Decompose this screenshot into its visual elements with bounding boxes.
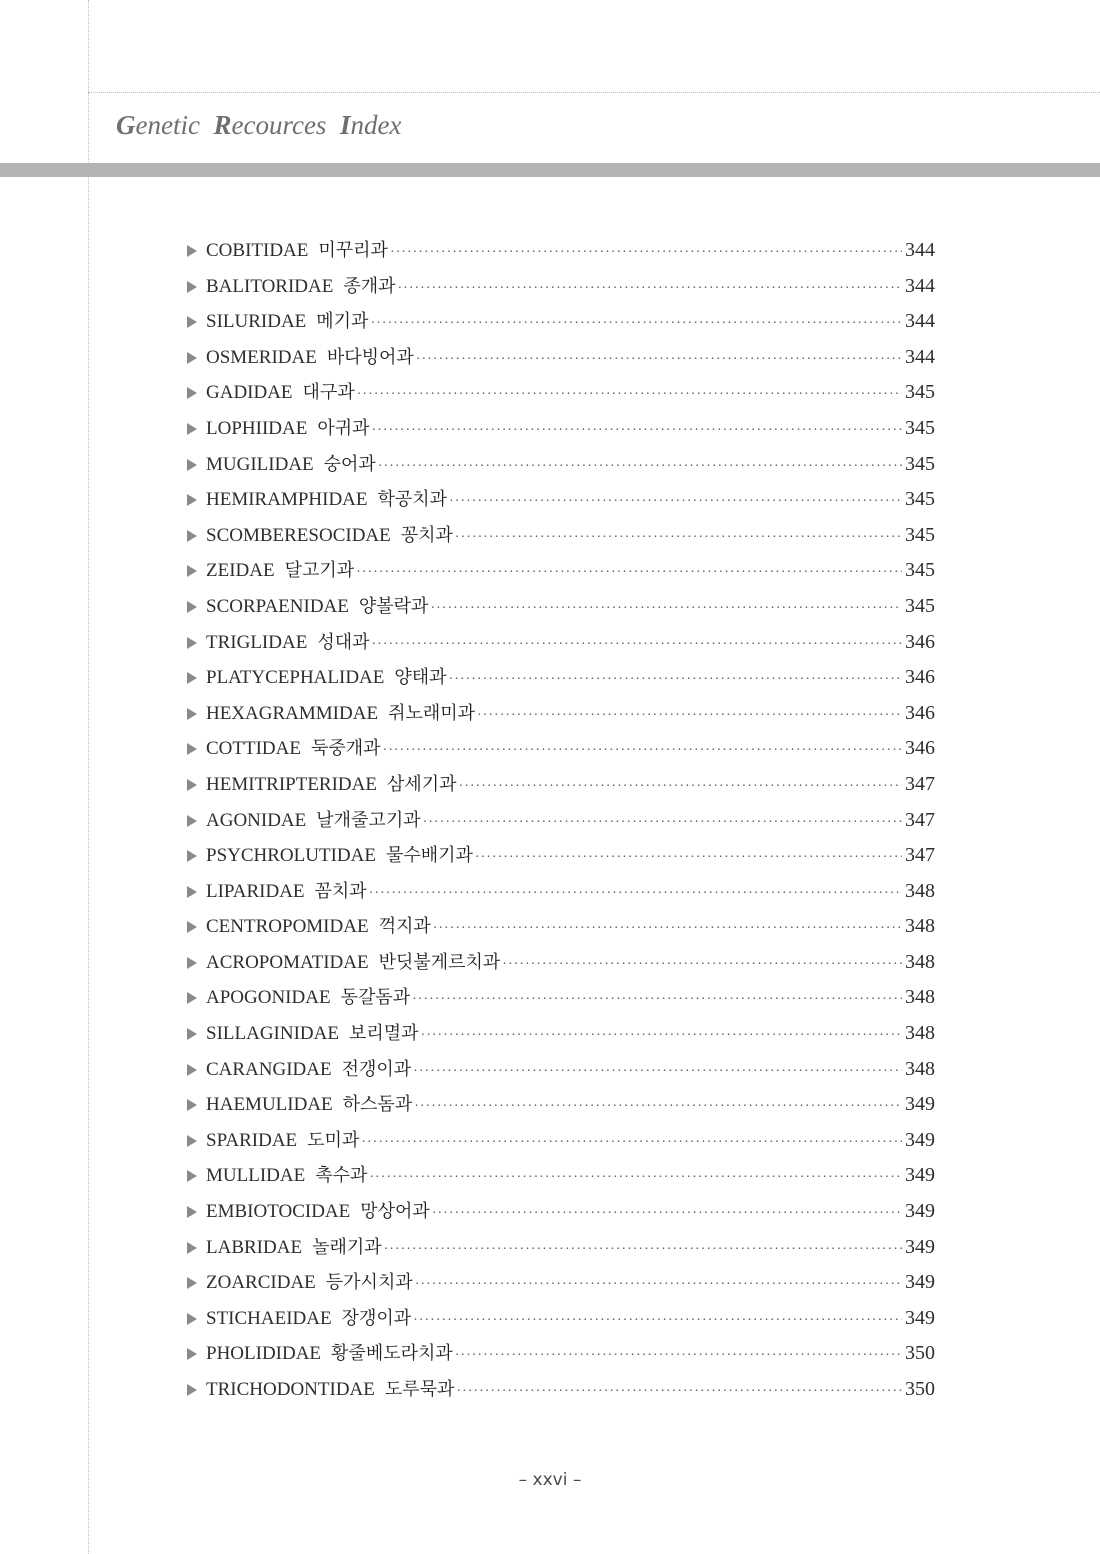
- triangle-right-icon: [187, 601, 197, 613]
- family-korean-name: 물수배기과: [385, 845, 473, 867]
- family-latin-name: EMBIOTOCIDAE: [206, 1201, 351, 1223]
- page-reference: 345: [905, 381, 935, 404]
- leader-dots: [430, 591, 902, 627]
- family-latin-name: HEMITRIPTERIDAE: [206, 773, 377, 795]
- page-reference: 349: [905, 1093, 935, 1116]
- family-korean-name: 숭어과: [323, 453, 376, 475]
- triangle-right-icon: [187, 1099, 197, 1111]
- family-latin-name: TRIGLIDAE: [206, 631, 308, 653]
- index-entry-acropomatidae[interactable]: [187, 945, 935, 981]
- leader-dots: [432, 1196, 902, 1232]
- index-entry-psychrolutidae[interactable]: [187, 838, 935, 874]
- triangle-right-icon: [187, 316, 197, 328]
- family-korean-name: 성대과: [317, 631, 370, 653]
- family-korean-name: 동갈돔과: [340, 987, 411, 1009]
- family-latin-name: SPARIDAE: [206, 1129, 298, 1151]
- index-entry-mullidae[interactable]: [187, 1158, 935, 1194]
- triangle-right-icon: [187, 886, 197, 898]
- family-korean-name: 대구과: [302, 382, 355, 404]
- leader-dots: [361, 1125, 902, 1161]
- family-latin-name: GADIDAE: [206, 382, 293, 404]
- family-latin-name: ACROPOMATIDAE: [206, 951, 369, 973]
- leader-dots: [398, 271, 902, 307]
- index-entry-labridae[interactable]: [187, 1230, 935, 1266]
- page-reference: 348: [905, 1057, 935, 1080]
- leader-dots: [449, 662, 902, 698]
- index-entry-gadidae[interactable]: [187, 375, 935, 411]
- family-korean-name: 바다빙어과: [326, 346, 414, 368]
- leader-dots: [370, 306, 902, 342]
- page-reference: 346: [905, 666, 935, 689]
- family-latin-name: SCORPAENIDAE: [206, 595, 349, 617]
- family-korean-name: 하스돔과: [342, 1094, 413, 1116]
- family-korean-name: 등가시치과: [325, 1272, 413, 1294]
- index-entry-scomberesocidae[interactable]: [187, 518, 935, 554]
- triangle-right-icon: [187, 957, 197, 969]
- index-entry-haemulidae[interactable]: [187, 1087, 935, 1123]
- family-korean-name: 둑중개과: [310, 738, 381, 760]
- family-latin-name: COTTIDAE: [206, 738, 301, 760]
- leader-dots: [369, 1160, 902, 1196]
- page-reference: 349: [905, 1128, 935, 1151]
- leader-dots: [449, 484, 902, 520]
- family-korean-name: 도미과: [307, 1129, 360, 1151]
- header-rule: [88, 92, 1100, 93]
- page-number: – xxvi –: [518, 1470, 582, 1490]
- page-reference: 349: [905, 1271, 935, 1294]
- page-reference: 344: [905, 274, 935, 297]
- leader-dots: [369, 876, 902, 912]
- triangle-right-icon: [187, 637, 197, 649]
- triangle-right-icon: [187, 921, 197, 933]
- family-latin-name: CARANGIDAE: [206, 1058, 332, 1080]
- index-entry-zoarcidae[interactable]: [187, 1265, 935, 1301]
- triangle-right-icon: [187, 281, 197, 293]
- index-entry-hexagrammidae[interactable]: [187, 696, 935, 732]
- page-reference: 345: [905, 416, 935, 439]
- family-latin-name: SILURIDAE: [206, 311, 307, 333]
- family-korean-name: 반딧불게르치과: [378, 951, 501, 973]
- leader-dots: [477, 698, 902, 734]
- index-entry-cottidae[interactable]: [187, 731, 935, 767]
- page-reference: 345: [905, 452, 935, 475]
- page-reference: 350: [905, 1378, 935, 1400]
- family-korean-name: 꼼치과: [314, 880, 367, 902]
- page-reference: 345: [905, 594, 935, 617]
- leader-dots: [456, 1374, 902, 1410]
- index-entry-pholididae[interactable]: [187, 1336, 935, 1372]
- triangle-right-icon: [187, 530, 197, 542]
- family-korean-name: 종개과: [343, 275, 396, 297]
- family-latin-name: PHOLIDIDAE: [206, 1343, 322, 1365]
- leader-dots: [371, 627, 902, 663]
- page-reference: 345: [905, 559, 935, 582]
- leader-dots: [412, 982, 902, 1018]
- index-entry-apogonidae[interactable]: [187, 980, 935, 1016]
- family-latin-name: MULLIDAE: [206, 1165, 306, 1187]
- triangle-right-icon: [187, 1170, 197, 1182]
- leader-dots: [421, 1018, 902, 1054]
- triangle-right-icon: [187, 423, 197, 435]
- triangle-right-icon: [187, 672, 197, 684]
- index-entry-zeidae[interactable]: [187, 553, 935, 589]
- triangle-right-icon: [187, 245, 197, 257]
- family-korean-name: 망상어과: [360, 1201, 430, 1223]
- page-reference: 346: [905, 630, 935, 653]
- leader-dots: [383, 733, 902, 769]
- running-header-title: [116, 110, 401, 141]
- leader-dots: [455, 1338, 902, 1374]
- family-korean-name: 촉수과: [315, 1165, 368, 1187]
- triangle-right-icon: [187, 1313, 197, 1325]
- family-latin-name: PSYCHROLUTIDAE: [206, 845, 376, 867]
- family-korean-name: 달고기과: [284, 560, 355, 582]
- index-entry-carangidae[interactable]: [187, 1052, 935, 1088]
- family-latin-name: STICHAEIDAE: [206, 1307, 332, 1329]
- family-latin-name: HAEMULIDAE: [206, 1094, 333, 1116]
- family-korean-name: 삼세기과: [386, 773, 457, 795]
- triangle-right-icon: [187, 494, 197, 506]
- family-latin-name: LOPHIIDAE: [206, 417, 308, 439]
- page-reference: 348: [905, 915, 935, 938]
- index-entry-agonidae[interactable]: [187, 803, 935, 839]
- triangle-right-icon: [187, 565, 197, 577]
- family-korean-name: 양태과: [394, 667, 447, 689]
- triangle-right-icon: [187, 1242, 197, 1254]
- page-reference: 344: [905, 239, 935, 261]
- family-korean-name: 날개줄고기과: [316, 809, 421, 831]
- family-korean-name: 아귀과: [317, 417, 370, 439]
- family-latin-name: MUGILIDAE: [206, 453, 314, 475]
- family-latin-name: COBITIDAE: [206, 240, 309, 261]
- leader-dots: [413, 1054, 902, 1090]
- family-latin-name: TRICHODONTIDAE: [206, 1379, 375, 1400]
- index-entry-hemitripteridae[interactable]: [187, 767, 935, 803]
- index-entry-trichodontidae[interactable]: [187, 1372, 935, 1408]
- page-reference: 344: [905, 310, 935, 333]
- page-reference: 347: [905, 808, 935, 831]
- family-latin-name: ZOARCIDAE: [206, 1272, 316, 1294]
- page-reference: 349: [905, 1200, 935, 1223]
- family-korean-name: 메기과: [316, 311, 369, 333]
- family-korean-name: 놀래기과: [312, 1236, 382, 1258]
- leader-dots: [413, 1303, 902, 1339]
- family-latin-name: OSMERIDAE: [206, 346, 317, 368]
- triangle-right-icon: [187, 1135, 197, 1147]
- title-word-2: Recources: [213, 110, 327, 140]
- index-entry-sillaginidae[interactable]: [187, 1016, 935, 1052]
- leader-dots: [416, 342, 902, 378]
- index-entry-scorpaenidae[interactable]: [187, 589, 935, 625]
- leader-dots: [384, 1232, 902, 1268]
- page-reference: 346: [905, 701, 935, 724]
- page-reference: 348: [905, 986, 935, 1009]
- index-entry-siluridae[interactable]: [187, 304, 935, 340]
- leader-dots: [475, 840, 902, 876]
- index-entry-cobitidae[interactable]: [187, 233, 935, 269]
- family-latin-name: CENTROPOMIDAE: [206, 916, 369, 938]
- family-latin-name: PLATYCEPHALIDAE: [206, 667, 385, 689]
- page-reference: 349: [905, 1164, 935, 1187]
- triangle-right-icon: [187, 459, 197, 471]
- triangle-right-icon: [187, 1384, 197, 1396]
- index-entry-platycephalidae[interactable]: [187, 660, 935, 696]
- family-korean-name: 장갱이과: [341, 1307, 412, 1329]
- index-entry-embiotocidae[interactable]: [187, 1194, 935, 1230]
- family-korean-name: 보리멸과: [348, 1023, 419, 1045]
- family-latin-name: SILLAGINIDAE: [206, 1023, 339, 1045]
- family-korean-name: 황줄베도라치과: [331, 1343, 453, 1365]
- leader-dots: [415, 1267, 902, 1303]
- family-korean-name: 꺽지과: [378, 916, 431, 938]
- index-entry-balitoridae[interactable]: [187, 269, 935, 305]
- family-korean-name: 도루묵과: [384, 1379, 455, 1400]
- triangle-right-icon: [187, 352, 197, 364]
- triangle-right-icon: [187, 815, 197, 827]
- family-latin-name: LIPARIDAE: [206, 880, 305, 902]
- family-korean-name: 양볼락과: [358, 595, 429, 617]
- page-reference: 347: [905, 772, 935, 795]
- leader-dots: [356, 555, 902, 591]
- page-reference: 348: [905, 1022, 935, 1045]
- title-word-1: Genetic: [116, 110, 200, 140]
- leader-dots: [390, 235, 902, 271]
- index-entry-osmeridae[interactable]: [187, 340, 935, 376]
- family-korean-name: 쥐노래미과: [388, 702, 476, 724]
- index-entry-triglidae[interactable]: [187, 625, 935, 661]
- index-entry-hemiramphidae[interactable]: [187, 482, 935, 518]
- index-entry-lophiidae[interactable]: [187, 411, 935, 447]
- index-list: [187, 233, 935, 1408]
- leader-dots: [414, 1089, 902, 1125]
- leader-dots: [357, 377, 902, 413]
- family-korean-name: 전갱이과: [341, 1058, 412, 1080]
- triangle-right-icon: [187, 1348, 197, 1360]
- leader-dots: [459, 769, 902, 805]
- leader-dots: [378, 449, 902, 485]
- triangle-right-icon: [187, 1064, 197, 1076]
- page-reference: 347: [905, 844, 935, 867]
- triangle-right-icon: [187, 1206, 197, 1218]
- family-korean-name: 꽁치과: [400, 524, 453, 546]
- family-latin-name: APOGONIDAE: [206, 987, 331, 1009]
- family-latin-name: HEMIRAMPHIDAE: [206, 489, 368, 511]
- family-korean-name: 학공치과: [377, 489, 448, 511]
- family-latin-name: ZEIDAE: [206, 560, 275, 582]
- page-reference: 348: [905, 879, 935, 902]
- triangle-right-icon: [187, 1277, 197, 1289]
- margin-rule: [88, 0, 89, 1554]
- leader-dots: [423, 805, 902, 841]
- triangle-right-icon: [187, 387, 197, 399]
- page-reference: 349: [905, 1306, 935, 1329]
- page-reference: 346: [905, 737, 935, 760]
- page-reference: 344: [905, 345, 935, 368]
- triangle-right-icon: [187, 850, 197, 862]
- page-reference: 350: [905, 1342, 935, 1365]
- index-entry-mugilidae[interactable]: [187, 447, 935, 483]
- triangle-right-icon: [187, 708, 197, 720]
- triangle-right-icon: [187, 779, 197, 791]
- triangle-right-icon: [187, 743, 197, 755]
- page-reference: 345: [905, 523, 935, 546]
- triangle-right-icon: [187, 992, 197, 1004]
- title-word-3: Index: [339, 110, 402, 140]
- family-latin-name: AGONIDAE: [206, 809, 307, 831]
- index-entry-sparidae[interactable]: [187, 1123, 935, 1159]
- leader-dots: [502, 947, 902, 983]
- family-latin-name: HEXAGRAMMIDAE: [206, 702, 379, 724]
- header-bar: [0, 163, 1100, 177]
- index-entry-stichaeidae[interactable]: [187, 1301, 935, 1337]
- index-entry-centropomidae[interactable]: [187, 909, 935, 945]
- leader-dots: [433, 911, 902, 947]
- family-latin-name: BALITORIDAE: [206, 275, 334, 297]
- leader-dots: [455, 520, 902, 556]
- triangle-right-icon: [187, 1028, 197, 1040]
- index-entry-liparidae[interactable]: [187, 874, 935, 910]
- page-reference: 349: [905, 1235, 935, 1258]
- leader-dots: [372, 413, 903, 449]
- family-korean-name: 미꾸리과: [318, 240, 388, 261]
- page-reference: 348: [905, 950, 935, 973]
- family-latin-name: LABRIDAE: [206, 1236, 303, 1258]
- page-reference: 345: [905, 488, 935, 511]
- family-latin-name: SCOMBERESOCIDAE: [206, 524, 391, 546]
